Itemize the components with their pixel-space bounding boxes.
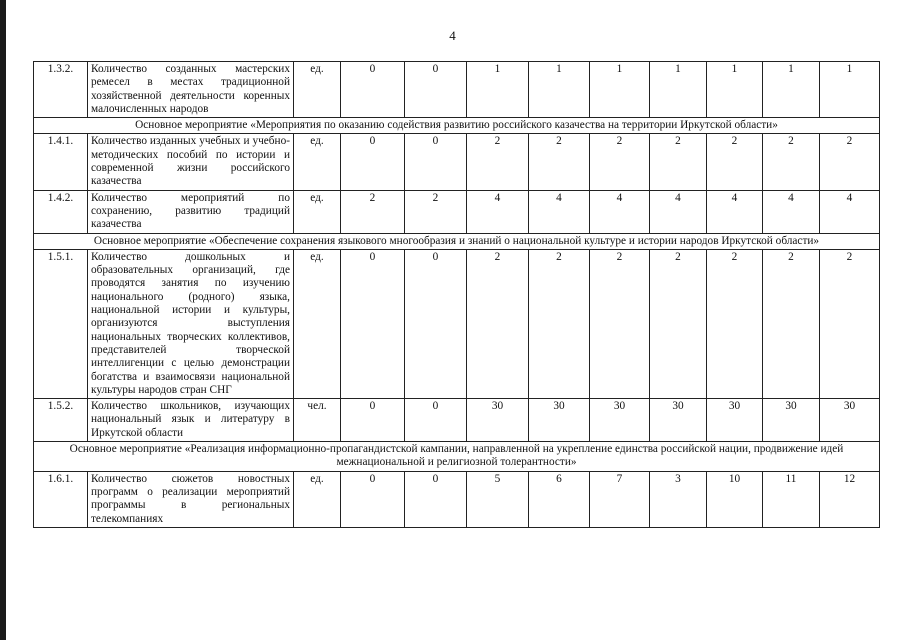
section-title: Основное мероприятие «Обеспечение сохранения языкового многообразия и знаний о национальной культуре и истории народов Иркутской области»: [34, 233, 880, 249]
value-cell: 30: [650, 399, 707, 442]
value-cell: 2: [820, 249, 880, 398]
indicator-description: Количество созданных мастерских ремесел в местах традиционной хозяйственной деятельности коренных малочисленных народов: [88, 62, 294, 118]
value-cell: 11: [763, 471, 820, 527]
page-edge-bar: [0, 0, 6, 640]
value-cell: 0: [341, 471, 405, 527]
indicator-description: Количество мероприятий по сохранению, развитию традиций казачества: [88, 190, 294, 233]
indicator-description: Количество школьников, изучающих национальный язык и литературу в Иркутской области: [88, 399, 294, 442]
table-row: [34, 399, 880, 442]
table-row: [34, 249, 880, 398]
unit-cell: ед.: [294, 190, 341, 233]
indicator-description: Количество дошкольных и образовательных организаций, где проводятся занятия по изучению национального (родного) языка, национальной истории и культуры, организуются выступления национальных творческих коллективов, представителей творческой интеллигенции с целью демонстрации богатства и взаимосвязи национальной культуры народов стран СНГ: [88, 249, 294, 398]
value-cell: 0: [405, 62, 467, 118]
row-code: 1.4.1.: [34, 134, 88, 190]
value-cell: 4: [707, 190, 763, 233]
value-cell: 2: [650, 134, 707, 190]
unit-cell: ед.: [294, 62, 341, 118]
value-cell: 2: [763, 134, 820, 190]
value-cell: 2: [590, 249, 650, 398]
section-title: Основное мероприятие «Реализация информационно-пропагандистской кампании, направленной на укрепление единства российской нации, продвижение идей межнациональной и религиозной толерантности»: [34, 442, 880, 472]
value-cell: 30: [707, 399, 763, 442]
section-title: Основное мероприятие «Мероприятия по оказанию содействия развитию российского казачества на территории Иркутской области»: [34, 118, 880, 134]
section-header-row: [34, 118, 880, 134]
unit-cell: ед.: [294, 471, 341, 527]
table-row: [34, 134, 880, 190]
value-cell: 1: [529, 62, 590, 118]
value-cell: 2: [467, 249, 529, 398]
value-cell: 2: [529, 134, 590, 190]
table-row: [34, 471, 880, 527]
value-cell: 4: [529, 190, 590, 233]
value-cell: 4: [590, 190, 650, 233]
section-header-row: [34, 233, 880, 249]
value-cell: 1: [707, 62, 763, 118]
value-cell: 30: [590, 399, 650, 442]
unit-cell: ед.: [294, 249, 341, 398]
value-cell: 1: [820, 62, 880, 118]
value-cell: 6: [529, 471, 590, 527]
value-cell: 0: [341, 62, 405, 118]
value-cell: 0: [405, 249, 467, 398]
value-cell: 0: [341, 399, 405, 442]
value-cell: 2: [820, 134, 880, 190]
value-cell: 30: [820, 399, 880, 442]
value-cell: 30: [467, 399, 529, 442]
value-cell: 4: [820, 190, 880, 233]
value-cell: 0: [341, 134, 405, 190]
indicators-table: [33, 61, 880, 528]
unit-cell: чел.: [294, 399, 341, 442]
value-cell: 0: [405, 399, 467, 442]
value-cell: 10: [707, 471, 763, 527]
value-cell: 0: [405, 471, 467, 527]
value-cell: 1: [590, 62, 650, 118]
value-cell: 2: [341, 190, 405, 233]
value-cell: 2: [590, 134, 650, 190]
row-code: 1.4.2.: [34, 190, 88, 233]
value-cell: 0: [405, 134, 467, 190]
value-cell: 30: [529, 399, 590, 442]
value-cell: 2: [467, 134, 529, 190]
value-cell: 4: [650, 190, 707, 233]
table-row: [34, 62, 880, 118]
value-cell: 7: [590, 471, 650, 527]
value-cell: 5: [467, 471, 529, 527]
row-code: 1.5.2.: [34, 399, 88, 442]
value-cell: 4: [763, 190, 820, 233]
value-cell: 2: [405, 190, 467, 233]
value-cell: 4: [467, 190, 529, 233]
page-number: 4: [449, 28, 456, 43]
value-cell: 30: [763, 399, 820, 442]
value-cell: 2: [707, 134, 763, 190]
value-cell: 2: [707, 249, 763, 398]
value-cell: 2: [763, 249, 820, 398]
indicator-description: Количество сюжетов новостных программ о реализации мероприятий программы в региональных телекомпаниях: [88, 471, 294, 527]
value-cell: 0: [341, 249, 405, 398]
row-code: 1.6.1.: [34, 471, 88, 527]
value-cell: 2: [529, 249, 590, 398]
value-cell: 1: [650, 62, 707, 118]
value-cell: 12: [820, 471, 880, 527]
row-code: 1.3.2.: [34, 62, 88, 118]
unit-cell: ед.: [294, 134, 341, 190]
value-cell: 2: [650, 249, 707, 398]
indicator-description: Количество изданных учебных и учебно-методических пособий по истории и современной жизни российского казачества: [88, 134, 294, 190]
value-cell: 3: [650, 471, 707, 527]
value-cell: 1: [467, 62, 529, 118]
row-code: 1.5.1.: [34, 249, 88, 398]
table-row: [34, 190, 880, 233]
value-cell: 1: [763, 62, 820, 118]
section-header-row: [34, 442, 880, 472]
